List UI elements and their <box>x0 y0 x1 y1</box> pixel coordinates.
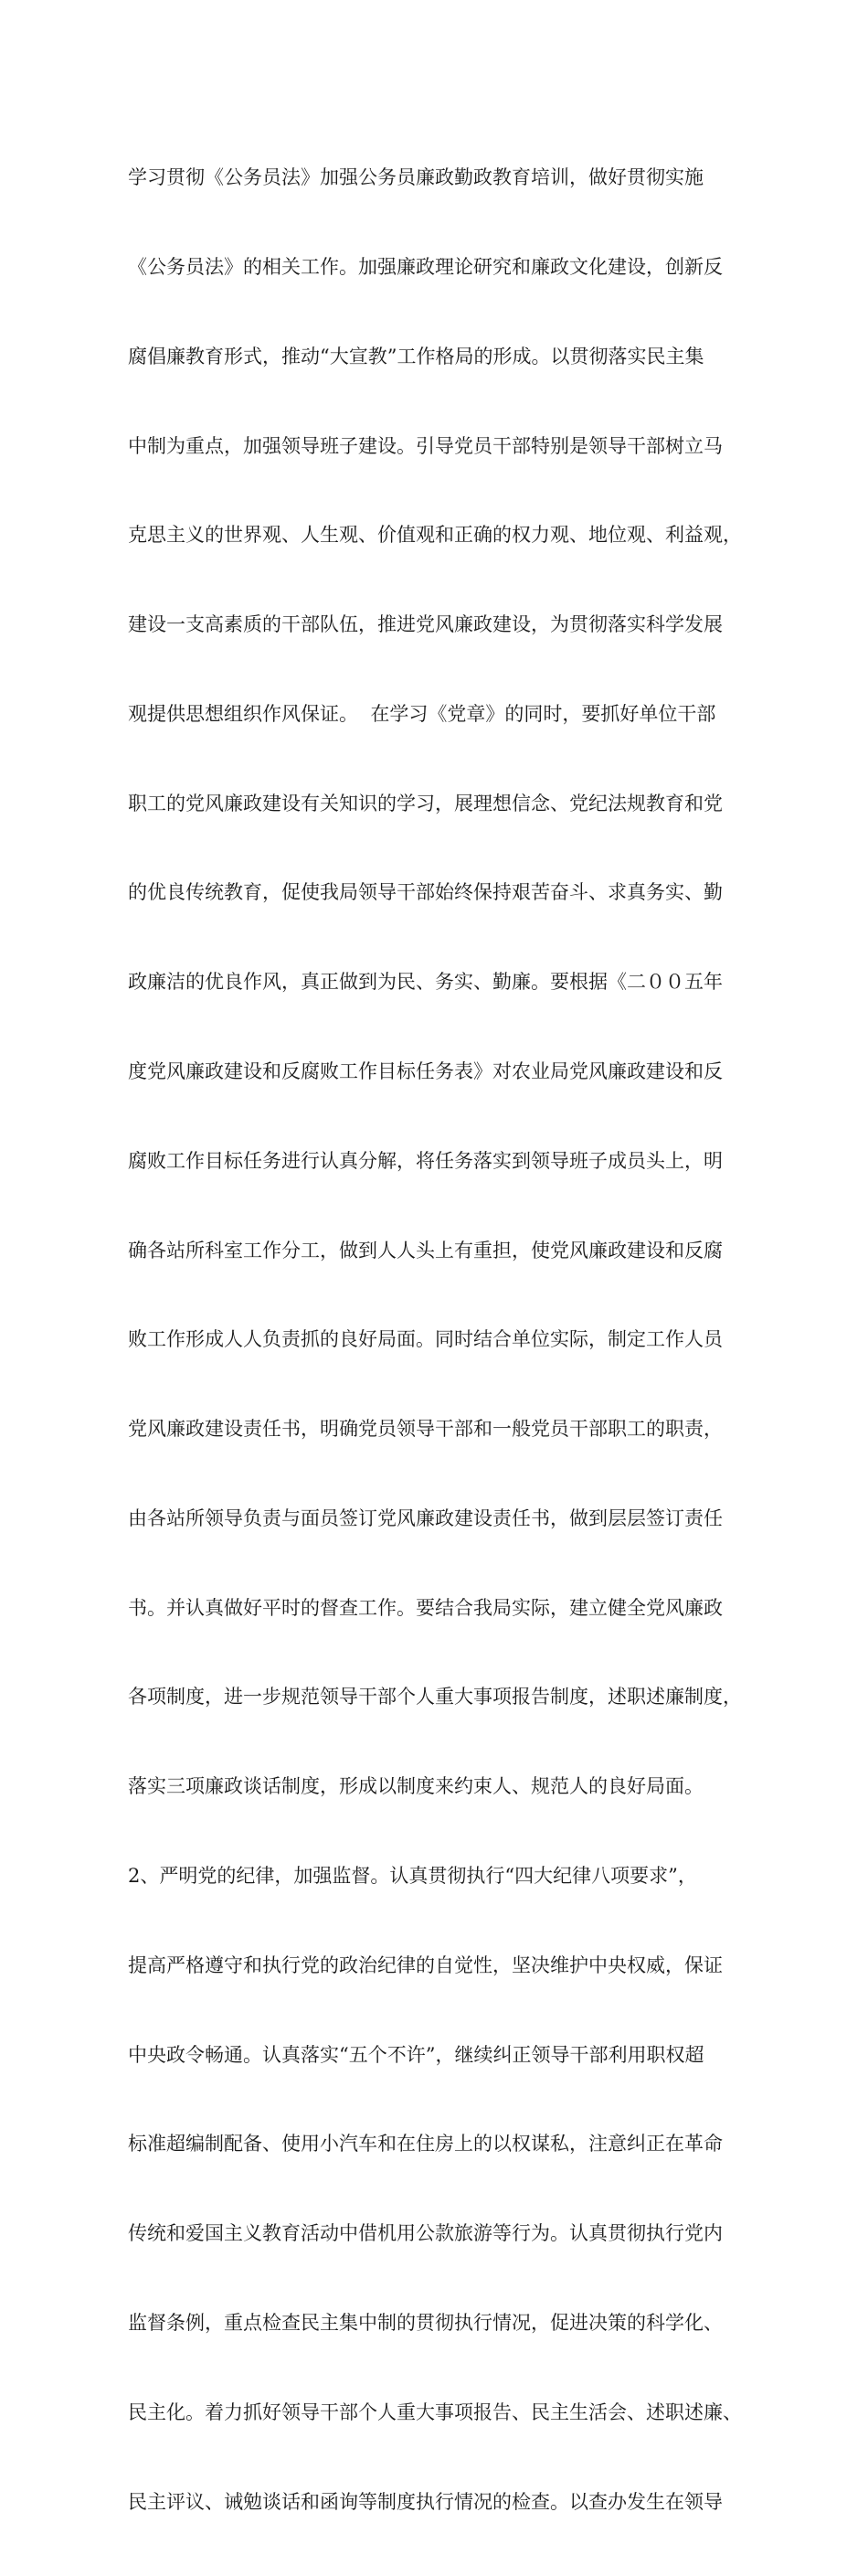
text-line: 标准超编制配备、使用小汽车和在住房上的以权谋私，注意纠正在革命 <box>128 2133 723 2156</box>
text-line: 中制为重点，加强领导班子建设。引导党员干部特别是领导干部树立马 <box>128 434 723 457</box>
text-line: 书。并认真做好平时的督查工作。要结合我局实际，建立健全党风廉政 <box>128 1596 723 1619</box>
text-line: 传统和爱国主义教育活动中借机用公款旅游等行为。认真贯彻执行党内 <box>128 2222 723 2245</box>
text-line: 落实三项廉政谈话制度，形成以制度来约束人、规范人的良好局面。 <box>128 1775 704 1798</box>
text-line: 腐败工作目标任务进行认真分解，将任务落实到领导班子成员头上，明 <box>128 1149 723 1172</box>
text-line: 建设一支高素质的干部队伍，推进党风廉政建设，为贯彻落实科学发展 <box>128 613 723 636</box>
text-line: 职工的党风廉政建设有关知识的学习，展理想信念、党纪法规教育和党 <box>128 792 723 814</box>
text-line: 监督条例，重点检查民主集中制的贯彻执行情况，促进决策的科学化、 <box>128 2311 723 2334</box>
text-line: 政廉洁的优良作风，真正做到为民、务实、勤廉。要根据《二００五年 <box>128 971 723 994</box>
text-line: 2、严明党的纪律，加强监督。认真贯彻执行“四大纪律八项要求”， <box>128 1865 697 1888</box>
text-line: 各项制度，进一步规范领导干部个人重大事项报告制度，述职述廉制度， <box>128 1686 742 1708</box>
text-line: 《公务员法》的相关工作。加强廉政理论研究和廉政文化建设，创新反 <box>128 255 723 278</box>
text-line: 学习贯彻《公务员法》加强公务员廉政勤政教育培训，做好贯彻实施 <box>128 166 704 189</box>
text-line: 败工作形成人人负责抓的良好局面。同时结合单位实际，制定工作人员 <box>128 1328 723 1351</box>
text-line: 民主评议、诫勉谈话和函询等制度执行情况的检查。以查办发生在领导 <box>128 2490 723 2513</box>
text-line: 克思主义的世界观、人生观、价值观和正确的权力观、地位观、利益观， <box>128 524 742 547</box>
text-line: 腐倡廉教育形式，推动“大宣教”工作格局的形成。以贯彻落实民主集 <box>128 345 704 367</box>
text-line: 党风廉政建设责任书，明确党员领导干部和一般党员干部职工的职责， <box>128 1418 723 1441</box>
text-line: 观提供思想组织作风保证。 在学习《党章》的同时，要抓好单位干部 <box>128 702 716 725</box>
text-line: 确各站所科室工作分工，做到人人头上有重担，使党风廉政建设和反腐 <box>128 1239 723 1261</box>
text-line: 民主化。着力抓好领导干部个人重大事项报告、民主生活会、述职述廉、 <box>128 2400 742 2423</box>
text-line: 提高严格遵守和执行党的政治纪律的自觉性，坚决维护中央权威，保证 <box>128 1953 723 1976</box>
body-text <box>128 103 767 2576</box>
text-line: 的优良传统教育，促使我局领导干部始终保持艰苦奋斗、求真务实、勤 <box>128 881 723 904</box>
text-line: 由各站所领导负责与面员签订党风廉政建设责任书，做到层层签订责任 <box>128 1506 723 1529</box>
text-line: 度党风廉政建设和反腐败工作目标任务表》对农业局党风廉政建设和反 <box>128 1060 723 1082</box>
text-line: 中央政令畅通。认真落实“五个不许”，继续纠正领导干部利用职权超 <box>128 2043 704 2066</box>
